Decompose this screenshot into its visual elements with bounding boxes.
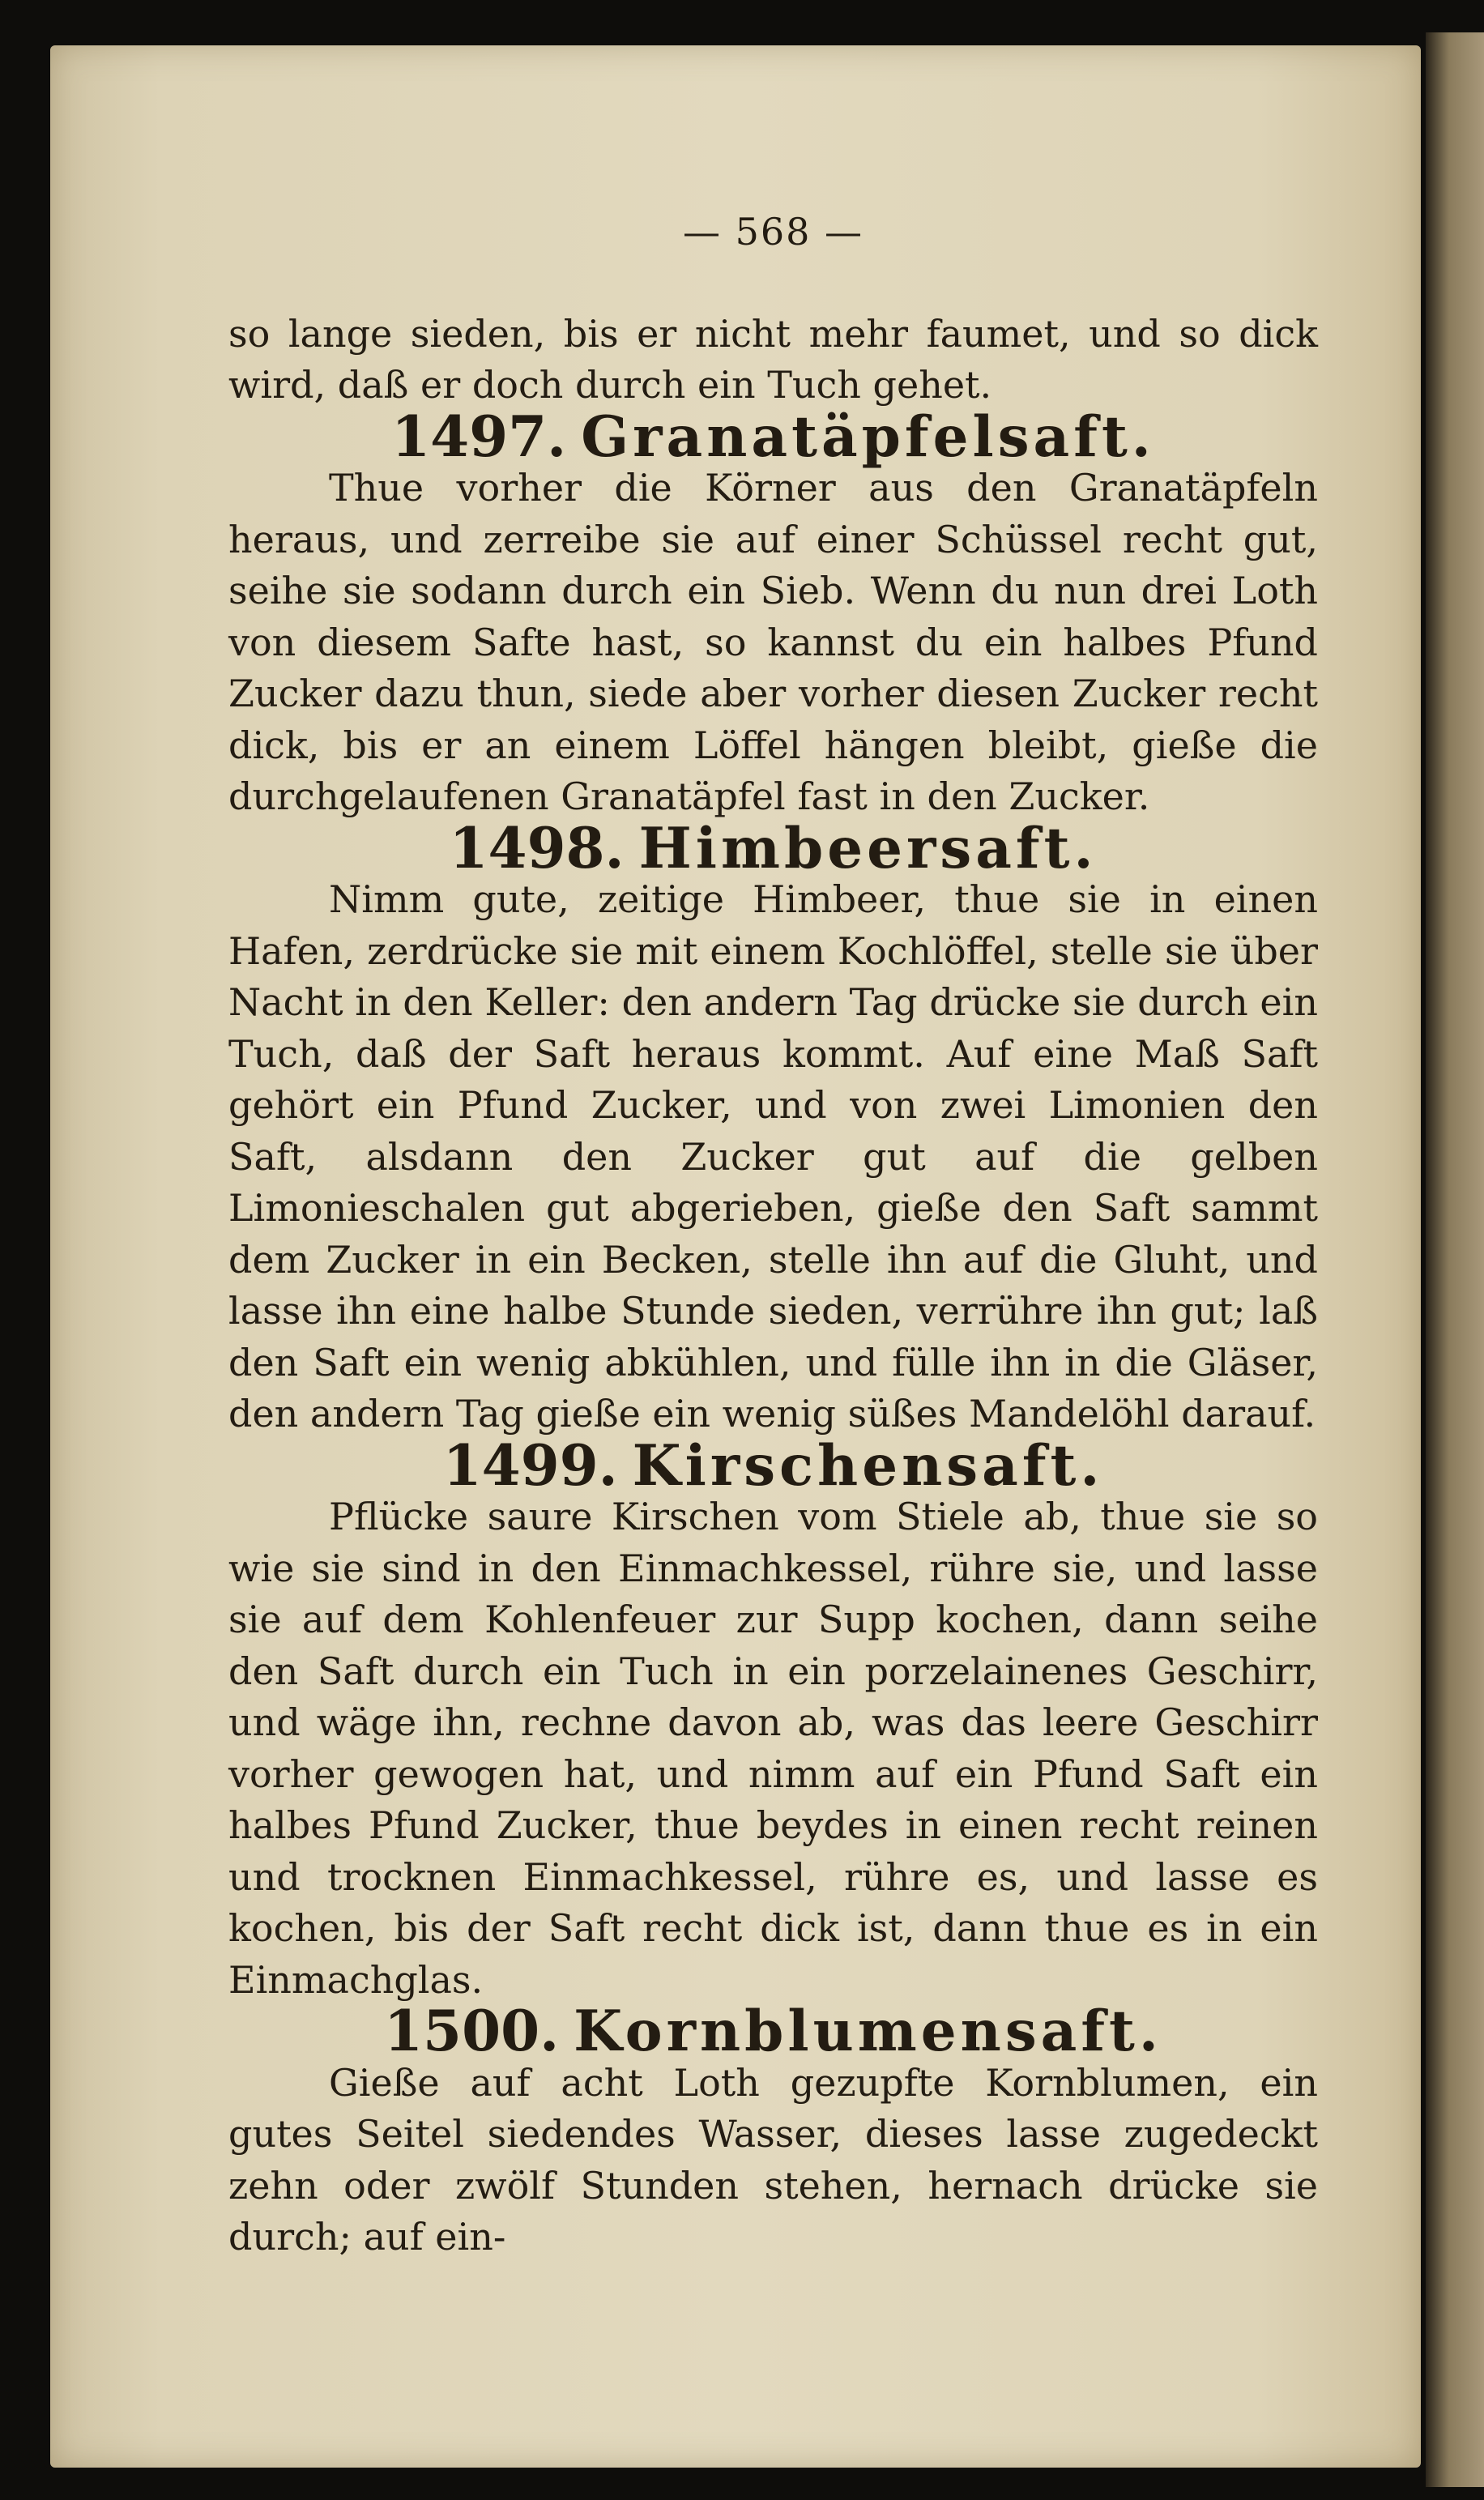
recipe-title: Kirschensaft. [632, 1432, 1104, 1499]
recipe-title: Kornblumensaft. [574, 1999, 1162, 2064]
continuation-paragraph: so lange sieden, bis er nicht mehr faumet, und so dick wird, daß er doch durch ein Tuch gehet. [228, 311, 1318, 407]
recipe-title: Himbeersaft. [638, 815, 1098, 881]
next-page-edge [1426, 32, 1484, 2487]
recipe-number: 1497. [391, 403, 567, 470]
recipe-heading-1497 [228, 403, 1318, 470]
recipe-title: Granatäpfelsaft. [581, 403, 1155, 470]
recipe-text-1499: Pflücke saure Kirschen vom Stiele ab, thue sie so wie sie sind in den Einmachkessel, rühre sie, und lasse sie auf dem Kohlenfeuer zur Supp kochen, dann seihe den Saft durch ein Tuch in ein porzelainenes Geschirr, und wäge ihn, rechne davon ab, was das leere Geschirr vorher gewogen hat, und nimm auf ein Pfund Saft ein halbes Pfund Zucker, thue beydes in einen recht reinen und trocknen Einmachkessel, rühre es, und lasse es kochen, bis der Saft recht dick ist, dann thue es in ein Einmachglas. [228, 1495, 1318, 2002]
recipe-number: 1499. [442, 1432, 618, 1499]
recipe-text-1500: Gieße auf acht Loth gezupfte Kornblumen, ein gutes Seitel siedendes Wasser, dieses lasse zugedeckt zehn oder zwölf Stunden stehen, hernach drücke sie durch; auf ein- [228, 2060, 1318, 2259]
recipe-heading-1500 [228, 1999, 1318, 2064]
recipe-number: 1500. [384, 1999, 560, 2064]
recipe-number: 1498. [449, 815, 625, 881]
recipe-heading-1499 [228, 1432, 1318, 1499]
recipe-heading-1498 [228, 815, 1318, 881]
recipe-text-1497: Thue vorher die Körner aus den Granatäpfeln heraus, und zerreibe sie auf einer Schüssel recht gut, seihe sie sodann durch ein Sieb. Wenn du nun drei Loth von diesem Safte hast, so kannst du ein halbes Pfund Zucker dazu thun, siede aber vorher diesen Zucker recht dick, bis er an einem Löffel hängen bleibt, gieße die durchgelaufenen Granatäpfel fast in den Zucker. [228, 466, 1318, 818]
page-text [228, 207, 1318, 2263]
page-number: — 568 — [682, 210, 864, 254]
recipe-text-1498: Nimm gute, zeitige Himbeer, thue sie in einen Hafen, zerdrücke sie mit einem Kochlöffel, stelle sie über Nacht in den Keller: den andern Tag drücke sie durch ein Tuch, daß der Saft heraus kommt. Auf eine Maß Saft gehört ein Pfund Zucker, und von zwei Limonien den Saft, alsdann den Zucker gut auf die gelben Limonieschalen gut abgerieben, gieße den Saft sammt dem Zucker in ein Becken, stelle ihn auf die Gluht, und lasse ihn eine halbe Stunde sieden, verrühre ihn gut; laß den Saft ein wenig abkühlen, und fülle ihn in die Gläser, den andern Tag gieße ein wenig süßes Mandelöhl darauf. [228, 877, 1318, 1436]
